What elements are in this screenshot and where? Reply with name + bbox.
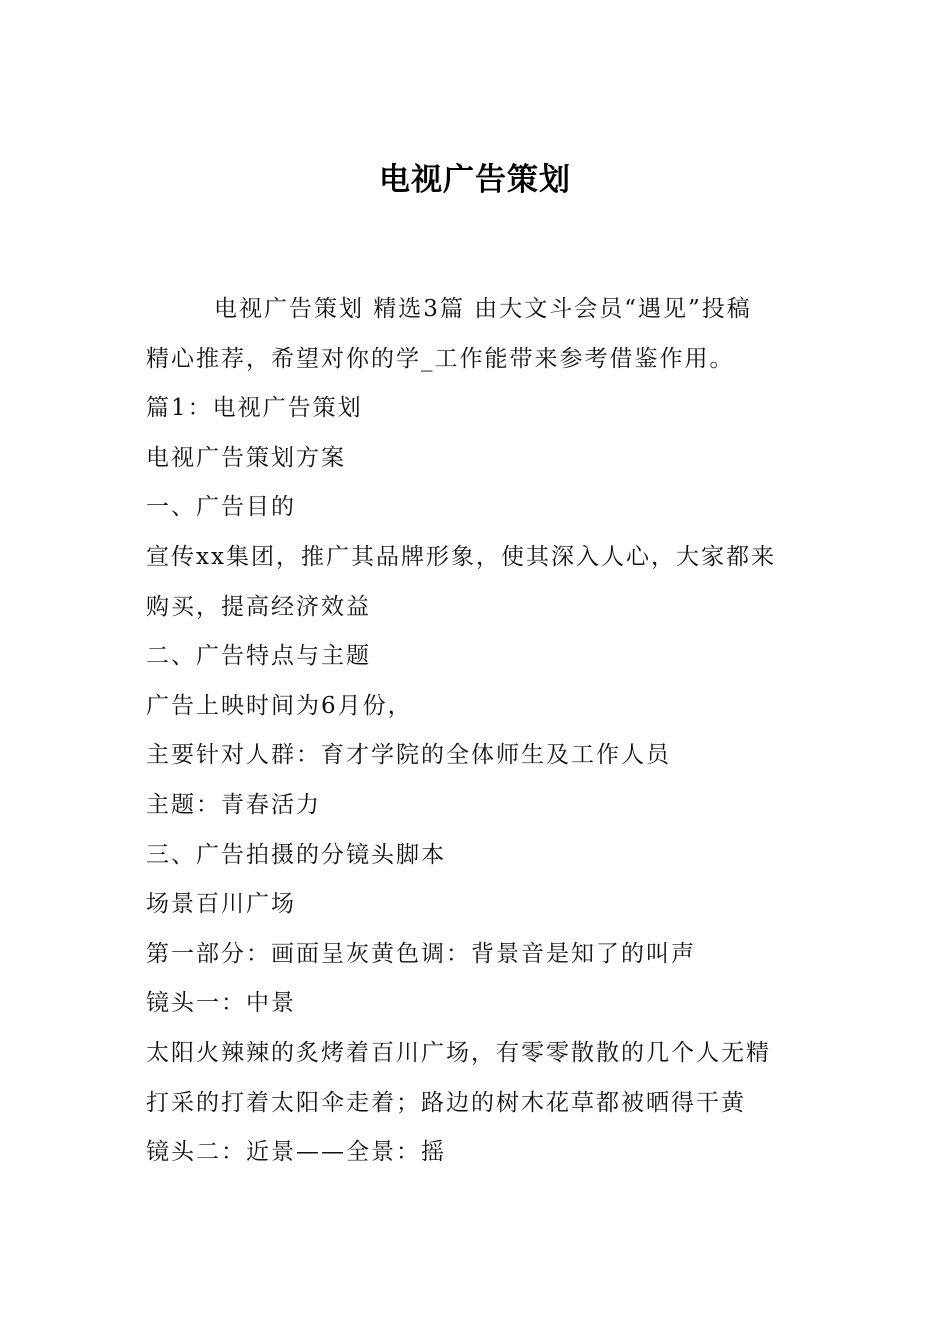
document-title: 电视广告策划 [379, 162, 571, 198]
paragraph-line: 打采的打着太阳伞走着；路边的树木花草都被晒得干黄 [146, 1089, 746, 1116]
paragraph-line: 镜头一：中景 [146, 990, 296, 1017]
paragraph-line: 精心推荐，希望对你的学_工作能带来参考借鉴作用。 [146, 345, 735, 372]
paragraph-line: 第一部分：画面呈灰黄色调：背景音是知了的叫声 [146, 940, 696, 967]
paragraph-line: 主题：青春活力 [146, 791, 321, 818]
paragraph-line: 太阳火辣辣的炙烤着百川广场，有零零散散的几个人无精 [146, 1039, 771, 1066]
section-heading: 二、广告特点与主题 [146, 643, 371, 670]
paragraph-line: 购买，提高经济效益 [146, 593, 371, 620]
paragraph-line: 主要针对人群：育才学院的全体师生及工作人员 [146, 742, 671, 769]
document-body [146, 285, 808, 1178]
paragraph-line: 场景百川广场 [146, 891, 296, 918]
section-heading: 一、广告目的 [146, 494, 296, 521]
section-heading: 篇1：电视广告策划 [146, 395, 363, 422]
paragraph-line: 电视广告策划 精选3篇 由大文斗会员“遇见”投稿 [214, 296, 752, 322]
section-heading: 三、广告拍摄的分镜头脚本 [146, 841, 446, 868]
paragraph-line: 宣传xx集团，推广其品牌形象，使其深入人心，大家都来 [146, 543, 776, 570]
paragraph-line: 广告上映时间为6月份， [146, 692, 413, 719]
paragraph-line: 镜头二：近景——全景：摇 [146, 1139, 446, 1166]
section-heading: 电视广告策划方案 [146, 444, 346, 471]
